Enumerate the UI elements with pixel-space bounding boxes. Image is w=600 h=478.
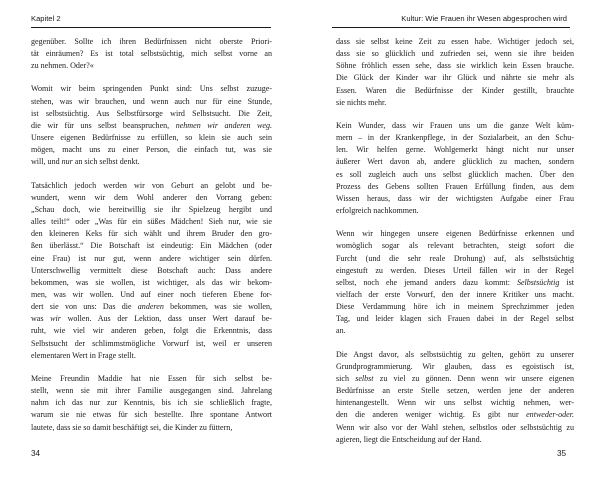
text-line: lautete, dass sie so damit beschäftigt sei, die Kinder zu füttern,: [31, 422, 233, 432]
text-line: stehen, was wir brauchen, und wenn auch nur für eine Stunde,: [31, 96, 272, 106]
text-line: „Schau doch, wie bereitwillig sie ihr Spielzeug hergibt und: [31, 204, 272, 214]
text-line: mögen, macht uns zu einer Person, die einfach tut, was sie: [31, 145, 272, 155]
running-head-right: Kultur: Wie Frauen ihr Wesen abgesprochen wird: [401, 14, 567, 23]
text-line: hintenangestellt. Wenn wir uns selbst wichtig nehmen, wer-: [336, 398, 574, 408]
text-line: selbst, noch ehe jemand anders dazu kommt: Selbstsüchtig ist: [336, 277, 574, 287]
text-line: ist selbstsüchtig. Aus Selbstfürsorge wird Selbstsucht. Die Zeit,: [31, 108, 272, 118]
text-line: dass sie so glücklich und zufrieden sei, wenn sie ihre beiden: [336, 49, 574, 59]
text-line: Grundprogrammierung. Wir glauben, dass es egoistisch ist,: [336, 361, 574, 371]
paragraph-gap: [31, 72, 272, 83]
running-head-left: Kapitel 2: [31, 14, 61, 23]
paragraph-gap: [336, 109, 574, 120]
text-line: eingestuft zu werden. Dieses Urteil fällen wir in der Regel: [336, 265, 574, 275]
text-line: Meine Freundin Maddie hat nie Essen für sich selbst be-: [31, 373, 272, 383]
text-line: ßen überlässt.“ Die Botschaft ist eindeutig: Ein Mädchen (oder: [31, 241, 272, 251]
text-line: dass sie selbst keine Zeit zu essen habe. Wichtiger jedoch sei,: [336, 37, 574, 46]
text-line: äußerer Wert davon ab, andere glücklich zu machen, sondern: [336, 157, 574, 167]
text-line: den die anderen weniger wichtig. Es gibt nur entweder-oder.: [336, 410, 574, 420]
text-line: vielfach der erste Vorwurf, den der innere Kritiker uns macht.: [336, 289, 574, 299]
text-line: stellt, wenn sie mit ihrer Familie ausgegangen sind. Jahrelang: [31, 386, 272, 396]
text-line: es soll zugleich auch uns selbst glücklich machen. Über den: [336, 169, 574, 179]
text-line: dert sie von uns: Das die anderen bekommen, was sie wollen,: [31, 302, 272, 312]
text-line: Die Glück der Kinder war ihr Glück und nährte sie mehr als: [336, 73, 574, 83]
header-rule-left: [31, 27, 271, 28]
text-line: warum sie nie etwas für sich bestellte. Ihre spontane Antwort: [31, 410, 272, 420]
text-line: alles teilt!“ oder „Was für ein süßes Mädchen! Sieh nur, wie sie: [31, 217, 272, 227]
text-line: Wenn wir also vor der Wahl stehen, selbstlos oder selbstsüchtig zu: [336, 422, 574, 432]
text-line: Essen. Waren die Bedürfnisse der Kinder gestillt, brauchte: [336, 85, 574, 95]
text-line: erfolgreich nachkommen.: [336, 206, 419, 216]
emphasis: entweder-oder.: [526, 410, 574, 420]
text-line: Unsere eigenen Bedürfnisse zu erfüllen, so klein sie auch sein: [31, 133, 272, 143]
emphasis: wir: [50, 314, 61, 324]
text-line: bekommen, was sie wollen, ist wichtiger, als das wir bekom-: [31, 277, 272, 287]
text-line: elementaren Wert in Frage stellt.: [31, 350, 136, 360]
paragraph-gap: [31, 362, 272, 373]
text-line: Womit wir beim springenden Punkt sind: Uns selbst zuzuge-: [31, 84, 272, 94]
text-line: Die Angst davor, als selbstsüchtig zu gelten, gehört zu unserer: [336, 349, 574, 359]
emphasis: nehmen wir anderen weg.: [175, 120, 272, 130]
text-line: Wenn wir hingegen unsere eigenen Bedürfnisse erkennen und: [336, 229, 574, 239]
text-line: will, und nur an sich selbst denkt.: [31, 157, 140, 167]
text-line: die wir für uns selbst beanspruchen, nehmen wir anderen weg.: [31, 120, 272, 130]
text-line: gegenüber. Sollte ich ihren Bedürfnissen nicht oberste Priori-: [31, 37, 272, 46]
text-line: len. Wir helfen gerne. Wohlgemerkt hängt nicht nur unser: [336, 145, 574, 155]
text-line: Tag, und leider klagen sich Frauen dabei in der Regel selbst: [336, 314, 574, 324]
text-line: an.: [336, 326, 346, 336]
page-number-left: 34: [31, 449, 41, 458]
text-line: sich selbst zu viel zu gönnen. Denn wenn wir unsere eigenen: [336, 373, 575, 383]
text-line: was wir wollen. Aus der Lektion, dass unser Wert darauf be-: [31, 314, 272, 324]
page-number-right: 35: [557, 449, 567, 458]
text-line: nahm ich das nur zur Kenntnis, bis ich sie schließlich fragte,: [31, 398, 272, 408]
text-line: men, was wir wollen. Und auf einer noch tieferen Ebene for-: [31, 289, 272, 299]
text-line: Prozess des Gebens sollten Frauen Erfüllung finden, aus dem: [336, 181, 574, 191]
text-line: Diese Verdammung höre ich in meinem Sprechzimmer jeden: [336, 302, 574, 312]
paragraph-gap: [31, 169, 272, 180]
text-line: Unterschwellig vermittelt diese Botschaft auch: Dass andere: [31, 265, 272, 275]
body-text-left: [31, 36, 272, 434]
text-line: mern – in der Krankenpflege, in der Sozialarbeit, an den Schu-: [336, 133, 574, 143]
text-line: tät einräumen? Es ist total selbstsüchtig, mich selbst vorne an: [31, 49, 272, 59]
text-line: Furcht (und die sehr reale Drohung) auf, als selbstsüchtig: [336, 253, 574, 263]
text-line: Wissen heraus, dass wir der wichtigsten Aufgabe einer Frau: [336, 193, 574, 203]
text-line: den kleineren Keks für sich wählt und ihrem Bruder den gro-: [31, 229, 272, 239]
text-line: ruht, wie viel wir anderen geben, folgt die Erkenntnis, dass: [31, 326, 272, 336]
header-rule-right: [332, 27, 570, 28]
text-line: womöglich sogar als relevant betrachten, steigt sofort die: [336, 241, 574, 251]
text-line: Söhne fröhlich essen sehe, dass sie wirklich kein Essen brauche.: [336, 61, 574, 71]
body-text-right: [336, 36, 574, 446]
text-line: Selbstsucht der schlimmstmögliche Vorwurf ist, weil er unseren: [31, 338, 272, 348]
text-line: Bedürfnisse an erste Stelle setzen, werden jene der anderen: [336, 386, 574, 396]
text-line: Tatsächlich jedoch werden wir von Geburt an gelobt und be-: [31, 180, 272, 190]
emphasis: selbst: [355, 373, 374, 383]
text-line: zu nehmen. Oder?«: [31, 61, 94, 71]
emphasis: nur: [61, 157, 73, 167]
emphasis: Selbstsüchtig: [516, 277, 560, 287]
text-line: wundert, wenn wir dem Wohl anderer den Vorrang geben:: [31, 192, 272, 202]
paragraph-gap: [336, 338, 574, 349]
paragraph-gap: [336, 217, 574, 228]
text-line: agieren, liegt die Entscheidung auf der Hand.: [336, 434, 482, 444]
text-line: eine Frau) ist nur gut, wenn andere wichtiger sein dürfen.: [31, 253, 272, 263]
right-page: [300, 0, 600, 478]
text-line: sie nichts mehr.: [336, 97, 387, 107]
text-line: Kein Wunder, dass wir Frauen uns um die ganze Welt küm-: [336, 120, 574, 130]
emphasis: anderen: [137, 302, 164, 312]
